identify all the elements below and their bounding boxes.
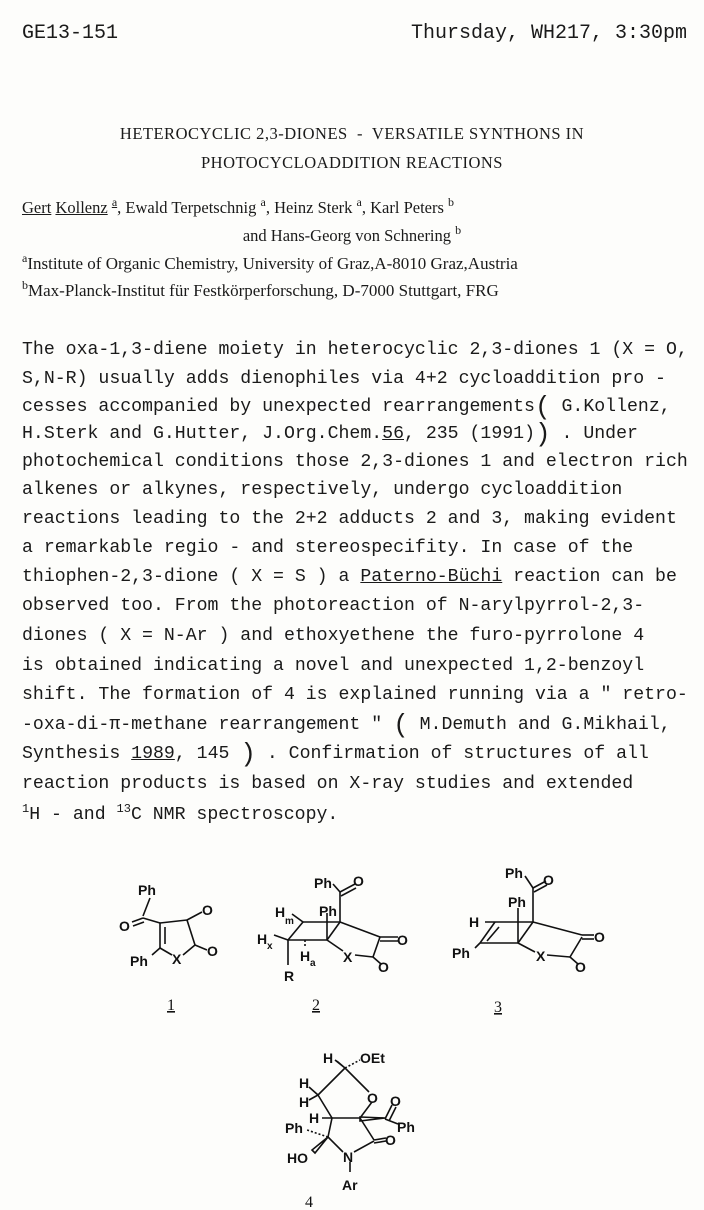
atom-label: O [202,902,213,918]
atom-label: Ph [508,894,526,910]
atom-label: H [469,914,480,930]
atom-label: O [367,1090,378,1106]
atom-label: Ph [505,865,523,881]
title-line-2: PHOTOCYCLOADDITION REACTIONS [201,153,503,172]
text: . Confirmation of structures of all [255,744,649,764]
body-line: a remarkable regio - and stereospecifity. In case of the [22,538,634,558]
text: , 145 [174,744,241,764]
text: H.Sterk and G.Hutter, J.Org.Chem. [22,424,383,444]
text: Synthesis [22,744,132,764]
affil-mark: a [356,195,362,209]
atom-label: H [275,904,286,920]
atom-label: Ph [452,945,470,961]
text: cesses accompanied by unexpected rearrangements [22,397,535,417]
atom-label: O [390,1093,401,1109]
author: , Ewald Terpetschnig [117,198,261,217]
text: M.Demuth and G.Mikhail, [408,715,671,735]
atom-label: Ph [130,953,148,969]
author-last-name: Kollenz [55,198,108,217]
text: G.Kollenz, [550,397,671,417]
atom-label: H [257,931,268,947]
atom-label: X [343,949,353,965]
atom-label: O [543,872,554,888]
atom-label: R [284,968,295,984]
atom-label: O [594,929,605,945]
atom-label: HO [287,1150,308,1166]
isotope-mark: 1 [22,802,30,816]
atom-label: O [207,943,218,959]
atom-label: X [172,951,182,967]
atom-label: OEt [360,1050,385,1066]
text: , 235 (1991) [404,424,535,444]
body-line: reaction products is based on X-ray studies and extended [22,774,634,794]
body-line: shift. The formation of 4 is explained running via a " retro- [22,685,688,705]
atom-label: O [575,959,586,975]
atom-label: O [353,873,364,889]
atom-label: H [299,1075,310,1091]
atom-label: x [267,941,273,952]
compound-number: 1 [167,997,175,1014]
atom-label: O [119,918,130,934]
paren: ( [393,710,409,740]
affil-mark: a [22,251,28,265]
paren: ) [535,419,551,449]
author: , Heinz Sterk [265,198,357,217]
atom-label: X [536,948,546,964]
text: reaction can be [502,567,677,587]
atom-label: O [378,959,389,975]
body-line: is obtained indicating a novel and unexpected 1,2-benzoyl [22,656,645,676]
structure-3 [452,865,605,1016]
atom-label: H [323,1050,334,1066]
body-line: photochemical conditions those 2,3-diones 1 and electron rich [22,452,688,472]
author: and Hans-Georg von Schnering [242,226,456,245]
structure-1 [119,882,218,1014]
text: C NMR spectroscopy. [130,805,339,825]
atom-label: H [300,948,311,964]
author: , Karl Peters [361,198,449,217]
body-line: diones ( X = N-Ar ) and ethoxyethene the furo-pyrrolone 4 [22,626,645,646]
structure-2 [257,873,408,1014]
atom-label: H [309,1110,320,1126]
atom-label: Ar [342,1177,358,1193]
atom-label: H [299,1094,310,1110]
session-time: Thursday, WH217, 3:30pm [410,22,687,45]
atom-label: Ph [314,875,332,891]
affil-mark: b [455,223,462,237]
atom-label: m [285,916,294,927]
affil-mark: a [260,195,266,209]
body-line: observed too. From the photoreaction of N-arylpyrrol-2,3- [22,596,645,616]
volume: 56 [382,424,405,444]
atom-label: Ph [319,903,337,919]
compound-number: 2 [312,997,320,1014]
atom-label: Ph [285,1120,303,1136]
reaction-name: Paterno-Büchi [360,567,503,587]
year: 1989 [131,744,175,764]
body-line: S,N-R) usually adds dienophiles via 4+2 cycloaddition pro - [22,369,666,389]
compound-number: 4 [305,1194,313,1210]
atom-label: a [310,958,316,969]
atom-label: Ph [138,882,156,898]
atom-label: O [397,932,408,948]
isotope-mark: 13 [116,802,131,816]
affil-mark: b [448,195,455,209]
session-code: GE13-151 [22,22,119,45]
text: -oxa-di-π-methane rearrangement " [22,715,394,735]
author-first-name: Gert [22,198,52,217]
affiliation-text: Max-Planck-Institut für Festkörperforschung, D-7000 Stuttgart, FRG [28,281,499,300]
title-line-1: HETEROCYCLIC 2,3-DIONES - VERSATILE SYNTHONS IN [119,124,585,143]
affil-mark: a [111,195,118,209]
text: H - and [29,805,117,825]
compound-number: 3 [494,999,502,1016]
paren: ( [534,392,551,422]
text: thiophen-2,3-dione ( X = S ) a [22,567,361,587]
paren: ) [240,739,256,769]
structure-4 [285,1050,415,1210]
text: . Under [550,424,638,444]
affiliation-text: Institute of Organic Chemistry, University of Graz,A-8010 Graz,Austria [27,254,518,273]
atom-label: Ph [397,1119,415,1135]
body-line: The oxa-1,3-diene moiety in heterocyclic 2,3-diones 1 (X = O, [22,340,688,360]
atom-label: N [343,1149,354,1165]
body-line: reactions leading to the 2+2 adducts 2 and 3, making evident [22,509,677,529]
body-line: alkenes or alkynes, respectively, undergo cycloaddition [22,480,623,500]
affil-mark: b [22,278,28,292]
atom-label: O [385,1132,396,1148]
